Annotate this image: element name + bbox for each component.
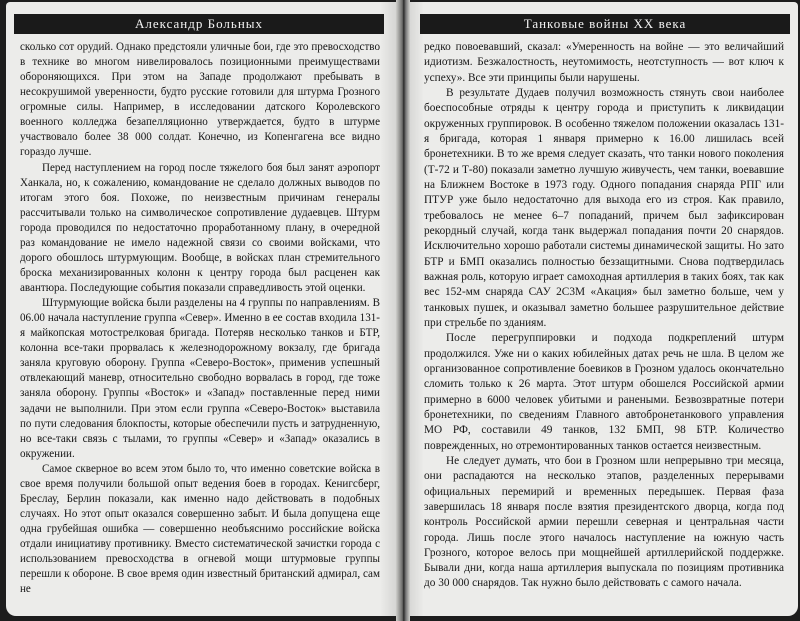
paragraph: Не следует думать, что бои в Грозном шли непрерывно три месяца, они распадаются на несколько этапов, разделенных перерывами официальных перемирий и временных передышек. Первая фаза завершилась 18 января после взятия президентского дворца, когда под контроль Российской армии перешли северная и центральная части города. Лишь после этого началось наступление на южную часть Грозного, которое велось при мощнейшей артиллерийской поддержке. Бывали дни, когда наша артиллерия выпускала по позициям противника до 30 000 снарядов. Так нужно было действовать с самого начала.: [424, 454, 784, 590]
book-gutter: [396, 0, 410, 621]
right-running-header: Танковые войны XX века: [420, 14, 790, 34]
paragraph: Перед наступлением на город после тяжелого боя был занят аэропорт Ханкала, но, к сожалению, командование не сделало должных выводов по итогам этого боя. Похоже, по неизвестным причинам генералы рассчитывали только на символическое сопротивление дудаевцев. Штурм города проводился по недостаточно проработанному плану, в очередной раз командование не имело надежной связи со своими войсками, что дорого обошлось штурмующим. Вообще, в войсках план стремительного броска механизированных колонн к центру города был расценен как авантюра. Последующие события показали справедливость этой оценки.: [20, 161, 380, 294]
paragraph: редко повоевавший, сказал: «Умеренность на войне — это величайший идиотизм. Безжалостность, неутомимость, неотступность — вот ключ к успеху». Все эти принципы были нарушены.: [424, 41, 784, 84]
paragraph: После перегруппировки и подхода подкреплений штурм продолжился. Уже ни о каких юбилейных датах речь не шла. В целом же организованное сопротивление боевиков в Грозном удалось окончательно сломить только к 26 марта. Этот штурм обошелся Российской армии примерно в 6000 человек убитыми и ранеными. Безвозвратные потери бронетехники, по сведениям Главного автобронетанкового управления МО РФ, составили 49 танков, 132 БМП, 98 БТР. Количество поврежденных, но отремонтированных танков остается неизвестным.: [424, 332, 784, 452]
paragraph: В результате Дудаев получил возможность стянуть свои наиболее боеспособные отряды к центру города и приступить к ликвидации окруженных группировок. В особенно тяжелом положении оказалась 131-я бригада, которая 1 января примерно к 16.00 лишилась всей бронетехники. В то же время следует сказать, что танки нового поколения (Т-72 и Т-80) показали заметно лучшую живучесть, чем танки, воевавшие на Ближнем Востоке в 1973 году. Одного попадания снаряда РПГ или ПТУР уже было недостаточно для выхода его из строя. Как правило, требовалось не менее 6–7 попаданий, причем был зафиксирован рекордный случай, когда танк выдержал попадания почти 20 снарядов. Исключительно хорошо работали системы динамической защиты. Но зато БТР и БМП оказались полностью беззащитными. Снова подтвердилась важная роль, которую играет самоходная артиллерия в таких боях, так как вес 152-мм снаряда САУ 2С3М «Акация» был заметно больше, чем у танковых пушек, и оказывал заметно большее разрушительное действие при стрельбе по зданиям.: [424, 86, 784, 329]
right-page: [404, 2, 798, 616]
paragraph: сколько сот орудий. Однако предстояли уличные бои, где это превосходство в технике во многом нивелировалось позиционными преимуществами обороняющихся. При этом на Западе продолжают пребывать в несокрушимой уверенности, будто русские готовили для штурма Грозного огромные силы. Например, в исследовании датского Королевского военного колледжа безапелляционно утверждается, будто в штурме участвовало более 38 000 солдат. Конечно, из Копенгагена все видно гораздо лучше.: [20, 41, 380, 159]
left-page-text: [20, 40, 380, 602]
paragraph: Штурмующие войска были разделены на 4 группы по направлениям. В 06.00 начала наступление группа «Север». Именно в ее состав входила 131-я майкопская мотострелковая бригада. Потеряв несколько танков и БТР, колонна все-таки прорвалась к железнодорожному вокзалу, где бригада заняла круговую оборону. Группа «Северо-Восток», применив успешный отвлекающий маневр, относительно свободно ворвалась в город, где тоже заняла оборону. Группы «Восток» и «Запад» поставленные перед ними задачи не выполнили. При этом если группа «Северо-Восток» выставила по пути следования блокпосты, которые обеспечили пусть и затрудненную, но все-таки связь с тылами, то группы «Север» и «Запад» оказались в окружении.: [20, 297, 380, 460]
left-page: [6, 2, 400, 616]
left-running-header: Александр Больных: [14, 14, 384, 34]
paragraph: Самое скверное во всем этом было то, что именно советские войска в свое время получили большой опыт ведения боев в городах. Кенигсберг, Бреслау, Берлин показали, как именно надо действовать в подобных случаях. Но этот опыт оказался совершенно забыт. И была допущена еще одна грубейшая ошибка — совершенно необъяснимо российские войска отдали инициативу противнику. Вместо систематической зачистки города с использованием превосходства в огневой мощи штурмовые группы перешли к обороне. В свое время один известный британский адмирал, сам не: [20, 462, 380, 596]
right-page-text: [424, 40, 784, 602]
